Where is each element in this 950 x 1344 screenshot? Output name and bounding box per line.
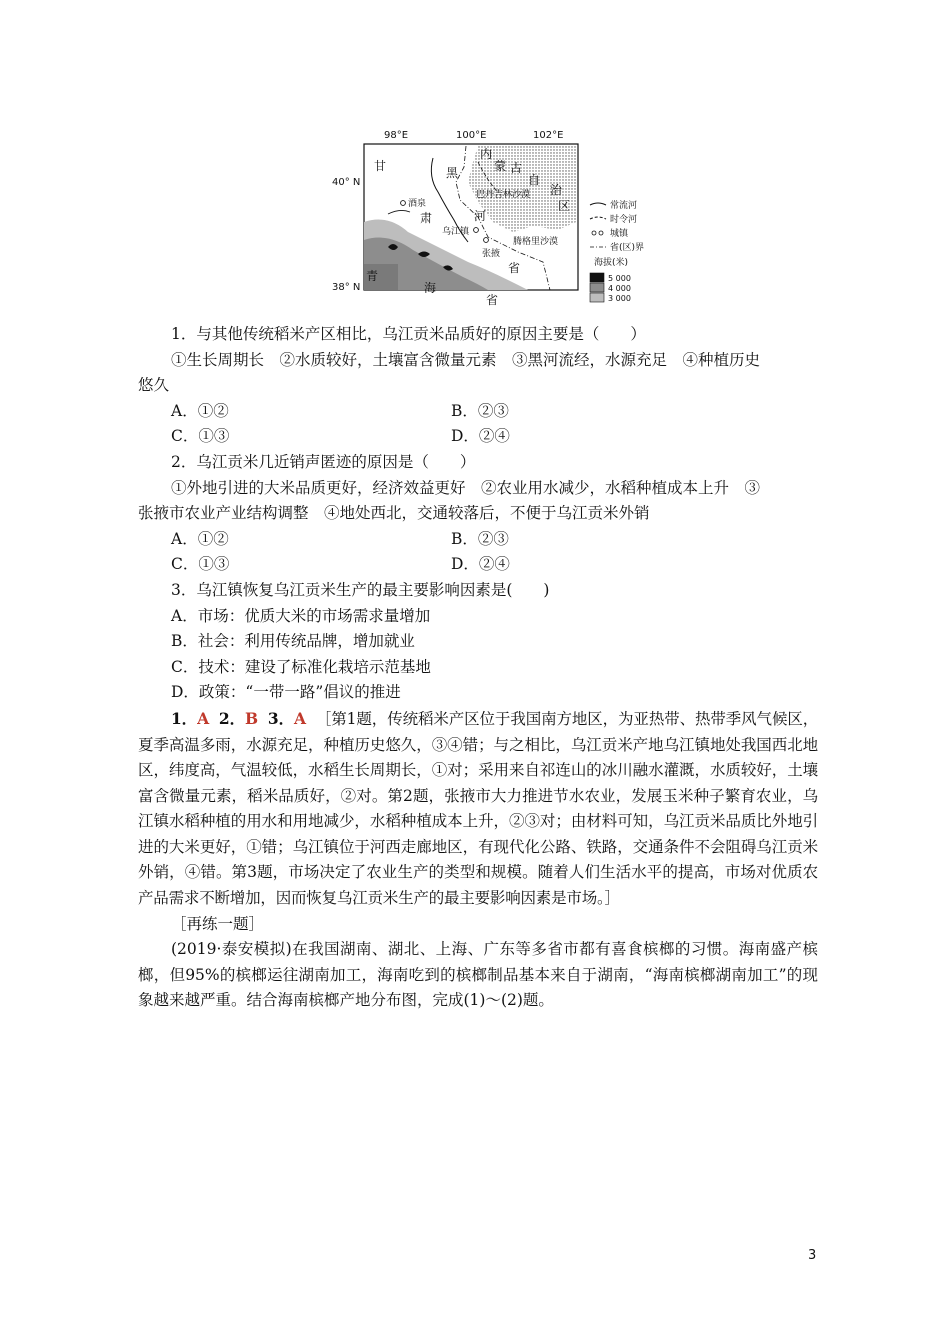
label-he: 河: [474, 209, 487, 223]
practice-heading: ［再练一题］: [171, 914, 265, 933]
question-text: [138, 322, 818, 1014]
label-meng: 蒙: [494, 159, 507, 173]
lat-label-38: 38° N: [332, 282, 361, 293]
label-gu: 古: [510, 161, 523, 175]
legend-elev-5000: 5 000: [608, 274, 631, 283]
label-jiuquan: 酒泉: [408, 199, 427, 209]
q1-option-c: C．①③: [171, 427, 230, 446]
town-zhangye: [484, 238, 489, 243]
label-sheng-2: 省: [486, 293, 499, 307]
label-qing: 青: [366, 269, 379, 283]
label-badain-jaran: 巴丹吉林沙漠: [476, 190, 531, 200]
label-zi: 自: [528, 173, 541, 187]
q2-option-c: C．①③: [171, 555, 230, 574]
hexi-corridor-map: [328, 122, 688, 322]
q1-option-a: A．①②: [171, 401, 229, 420]
q2-options-row1: [138, 527, 818, 553]
q2-option-d: D．②④: [451, 555, 510, 574]
town-jiuquan: [401, 201, 406, 206]
label-qu: 区: [558, 199, 571, 213]
label-hai: 海: [424, 281, 437, 295]
q2-stem: 2．乌江贡米几近销声匿迹的原因是（ ）: [171, 452, 476, 471]
practice-paragraph: (2019·泰安模拟)在我国湖南、湖北、上海、广东等多省市都有喜食槟榔的习惯。海南盛产槟榔，但95%的槟榔运往湖南加工，海南吃到的槟榔制品基本来自于湖南，“海南槟榔湖南加工”的现象越来越严重。结合海南槟榔产地分布图，完成(1)～(2)题。: [138, 940, 818, 1010]
lat-label-40: 40° N: [332, 177, 361, 188]
label-tengger: 腾格里沙漠: [513, 237, 559, 247]
legend-elev-3000: 3 000: [608, 294, 631, 303]
legend-perennial-river: 常流河: [610, 201, 638, 211]
q3-option-a: A．市场：优质大米的市场需求量增加: [171, 606, 431, 625]
q1-option-b: B．②③: [451, 401, 509, 420]
lon-label-98: 98°E: [384, 130, 409, 141]
answer-explanation: ［第1题，传统稻米产区位于我国南方地区，为亚热带、热带季风气候区，夏季高温多雨，水源充足，种植历史悠久，③④错；与之相比，乌江贡米产地乌江镇地处我国西北地区，纬度高，气温较低，水稻生长周期长，①对；采用来自祁连山的冰川融水灌溉，水质较好，土壤富含微量元素，稻米品质好，②对。第2题，张掖市大力推进节水农业，发展玉米种子繁育农业，乌江镇水稻种植的用水和用地减少，水稻种植成本上升，②③对；由材料可知，乌江贡米品质比外地引进的大米更好，①错；乌江镇位于河西走廊地区，有现代化公路、铁路，交通条件不会阻碍乌江贡米外销，④错。第3题，市场决定了农业生产的类型和规模。随着人们生活水平的提高，市场对优质农产品需求不断增加，因而恢复乌江贡米生产的最主要影响因素是市场。］: [138, 709, 819, 908]
legend-town: 城镇: [610, 229, 629, 239]
q1-option-d: D．②④: [451, 427, 510, 446]
legend-elev-4000: 4 000: [608, 284, 631, 293]
q2-option-a: A．①②: [171, 529, 229, 548]
map-svg: [328, 122, 688, 322]
q2-choices-line1: ①外地引进的大米品质更好，经济效益更好 ②农业用水减少，水稻种植成本上升 ③: [171, 478, 761, 497]
town-wujiang: [474, 228, 479, 233]
lon-label-102: 102°E: [533, 130, 564, 141]
q3-option-c: C．技术：建设了标准化栽培示范基地: [171, 657, 431, 676]
answer-num-3: 3．: [267, 708, 294, 728]
q1-options-row2: [138, 424, 818, 450]
page-number: 3: [808, 1248, 817, 1263]
label-zhangye: 张掖: [482, 249, 501, 259]
q3-stem: 3．乌江镇恢复乌江贡米生产的最主要影响因素是( ): [171, 580, 550, 599]
q2-choices-line2: 张掖市农业产业结构调整 ④地处西北，交通较落后，不便于乌江贡米外销: [138, 504, 650, 523]
q1-stem: 1．与其他传统稻米产区相比，乌江贡米品质好的原因主要是（ ）: [171, 325, 646, 343]
q2-option-b: B．②③: [451, 529, 509, 548]
legend-seasonal-river: 时令河: [610, 215, 638, 225]
label-su: 肃: [420, 211, 433, 225]
answer-num-2: 2．: [218, 708, 245, 728]
label-nei: 内: [480, 147, 493, 161]
legend-elevation-title: 海拔(米): [594, 258, 629, 268]
label-zhi: 治: [550, 183, 563, 197]
label-hei: 黑: [446, 166, 459, 180]
q1-choices-line1: ①生长周期长 ②水质较好，土壤富含微量元素 ③黑河流经，水源充足 ④种植历史: [171, 350, 761, 369]
answer-key-1: A: [197, 708, 209, 728]
label-sheng-1: 省: [508, 261, 521, 275]
answer-paragraph: [138, 706, 818, 912]
answer-key-2: B: [244, 708, 258, 728]
q3-option-b: B．社会：利用传统品牌，增加就业: [171, 632, 415, 651]
answer-num-1: 1．: [171, 708, 198, 728]
label-gan: 甘: [374, 159, 387, 173]
q1-choices-line2: 悠久: [138, 376, 170, 395]
label-wujiang: 乌江镇: [442, 227, 470, 237]
map-legend: [590, 199, 644, 303]
lon-label-100: 100°E: [456, 130, 487, 141]
q2-options-row2: [138, 552, 818, 578]
q3-option-d: D．政策：“一带一路”倡议的推进: [171, 683, 401, 702]
legend-boundary: 省(区)界: [610, 243, 645, 253]
q1-options-row1: [138, 399, 818, 425]
answer-key-3: A: [293, 708, 306, 728]
